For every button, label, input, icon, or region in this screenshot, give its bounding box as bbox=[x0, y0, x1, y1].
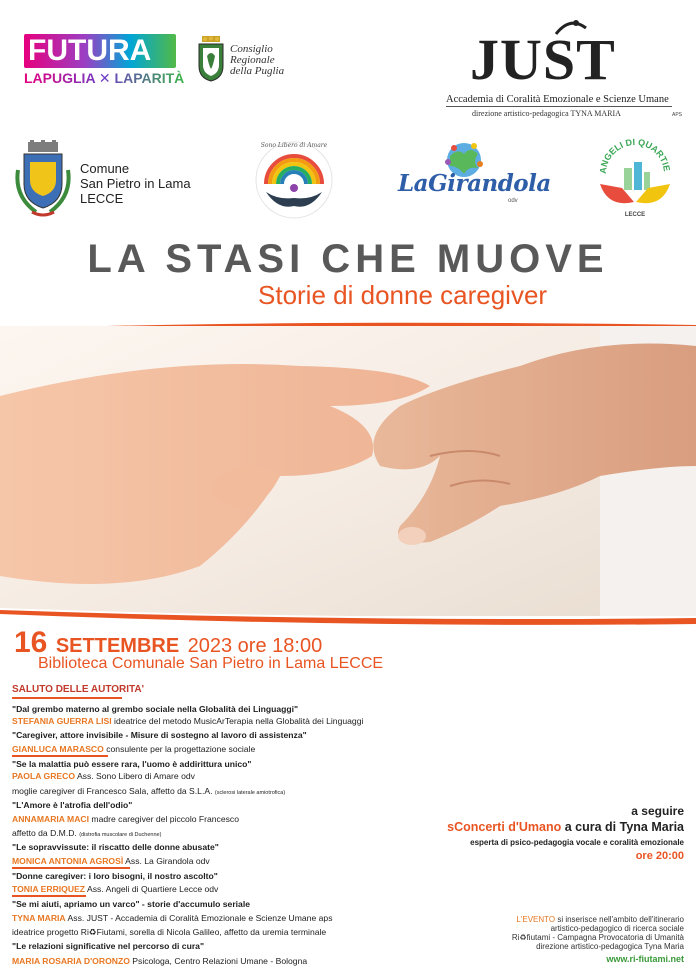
talk-7-title: "Se mi aiuti, apriamo un varco" - storie d'accumulo seriale bbox=[12, 899, 251, 909]
comune-crest-icon bbox=[14, 140, 72, 218]
evento-line-4: direzione artistico-pedagogica Tyna Maria bbox=[536, 942, 684, 951]
angeli-quartiere-logo bbox=[594, 138, 676, 222]
angeli-quartiere-emblem-icon bbox=[594, 138, 676, 222]
evento-note bbox=[512, 915, 684, 951]
talk-1-speaker bbox=[12, 716, 363, 727]
girandola-name: LaGirandola bbox=[398, 170, 551, 197]
concerti-curator: a cura di Tyna Maria bbox=[561, 820, 684, 834]
speaker-6-name: TONIA ERRIQUEZ bbox=[12, 884, 86, 894]
speaker-2-role: consulente per la progettazione sociale bbox=[103, 744, 256, 754]
concerti-title: sConcerti d'Umano bbox=[447, 820, 562, 834]
speaker-5-underline bbox=[12, 867, 130, 869]
futura-logo bbox=[24, 34, 185, 92]
event-place: Biblioteca Comunale San Pietro in Lama LECCE bbox=[38, 655, 384, 672]
talk-2-speaker bbox=[12, 744, 255, 755]
just-logo-word: JUST bbox=[470, 27, 616, 92]
just-logo bbox=[440, 18, 690, 118]
just-logo-line-2: direzione artistico-pedagogica TYNA MARIA bbox=[472, 109, 621, 118]
talk-3-title: "Se la malattia può essere rara, l'uomo è addirittura unico" bbox=[12, 759, 252, 769]
talk-8-title: "Le relazioni significative nel percorso di cura" bbox=[12, 941, 205, 951]
concerti-line bbox=[447, 820, 684, 834]
speaker-6-underline bbox=[12, 895, 86, 897]
website-link[interactable]: www.ri-fiutami.net bbox=[606, 954, 684, 964]
angeli-city: LECCE bbox=[624, 212, 646, 218]
event-month: SETTEMBRE bbox=[55, 635, 180, 657]
speaker-7-name: TYNA MARIA bbox=[12, 913, 66, 923]
consiglio-line-1: Consiglio bbox=[230, 43, 273, 55]
holding-hands-photo bbox=[0, 326, 696, 616]
talk-2-title: "Caregiver, attore invisibile - Misure di sostegno al lavoro di assistenza" bbox=[12, 730, 307, 740]
talk-6-title: "Donne caregiver: i loro bisogni, il nostro ascolto" bbox=[12, 871, 218, 881]
speaker-1-name: STEFANIA GUERRA LISI bbox=[12, 716, 112, 726]
talk-5-speaker bbox=[12, 856, 210, 867]
angeli-arc-text: ANGELI DI QUARTIE bbox=[597, 138, 672, 175]
speaker-5-name: MONICA ANTONIA AGROSÌ bbox=[12, 856, 124, 866]
talk-8-speaker bbox=[12, 956, 307, 967]
puglia-shield-icon bbox=[198, 36, 224, 82]
speaker-1-role: ideatrice del metodo MusicArTerapia nella Globalità dei Linguaggi bbox=[111, 716, 364, 726]
evento-lead: L'EVENTO bbox=[516, 915, 556, 924]
evento-line-2: artistico-pedagogico di ricerca sociale bbox=[550, 924, 684, 933]
page-title: LA STASI CHE MUOVE bbox=[87, 237, 609, 281]
event-day: 16 bbox=[14, 626, 48, 659]
concerti-esperta: esperta di psico-pedagogia vocale e coralità emozionale bbox=[470, 838, 684, 847]
girandola-logo bbox=[396, 140, 551, 222]
talk-3-speaker bbox=[12, 771, 195, 782]
talk-4-note bbox=[12, 828, 161, 841]
speaker-3-line-2: moglie caregiver di Francesco Sala, affetto da S.L.A. bbox=[12, 786, 215, 796]
speaker-2-name: GIANLUCA MARASCO bbox=[12, 744, 104, 754]
talk-4-speaker bbox=[12, 814, 239, 825]
just-logo-aps: APS bbox=[672, 112, 683, 118]
sono-libero-logo bbox=[252, 138, 336, 222]
comune-line-1: Comune bbox=[80, 161, 130, 176]
just-logo-line-1: Accademia di Coralità Emozionale e Scienze Umane bbox=[446, 94, 669, 105]
speaker-6-role: Ass. Angeli di Quartiere Lecce odv bbox=[85, 884, 219, 894]
concerti-ora: ore 20:00 bbox=[635, 850, 684, 862]
speaker-3-role: Ass. Sono Libero di Amare odv bbox=[75, 771, 195, 781]
consiglio-regionale-logo bbox=[198, 36, 308, 88]
talk-1-title: "Dal grembo materno al grembo sociale nella Globalità dei Linguaggi" bbox=[12, 704, 299, 714]
consiglio-line-2: Regionale bbox=[230, 54, 275, 66]
talk-6-speaker bbox=[12, 884, 218, 895]
futura-logo-sub: LAPUGLIA ✕ LAPARITÀ bbox=[24, 70, 185, 86]
a-seguire-label: a seguire bbox=[631, 804, 684, 818]
comune-logo bbox=[14, 140, 214, 220]
speaker-8-name: MARIA ROSARIA D'ORONZO bbox=[12, 956, 130, 966]
girandola-odv: odv bbox=[508, 198, 518, 204]
speaker-7-role: Ass. JUST - Accademia di Coralità Emozionale e Scienze Umane aps bbox=[65, 913, 333, 923]
saluto-autorita: SALUTO DELLE AUTORITA' bbox=[12, 684, 145, 695]
just-logo-rule bbox=[446, 106, 672, 107]
speaker-5-role: Ass. La Girandola odv bbox=[123, 856, 210, 866]
speaker-3-name: PAOLA GRECO bbox=[12, 771, 76, 781]
talk-4-title: "L'Amore è l'atrofia dell'odio" bbox=[12, 800, 133, 810]
event-year-time: 2023 ore 18:00 bbox=[187, 635, 323, 657]
photo-bottom-swoosh bbox=[0, 604, 696, 626]
speaker-4-small: (distrofia muscolare di Duchenne) bbox=[79, 832, 162, 838]
sono-libero-text: Sono Libero di Amare bbox=[260, 142, 328, 149]
evento-line-1: si inserisce nell'ambito dell'itinerario bbox=[555, 915, 684, 924]
consiglio-line-3: della Puglia bbox=[230, 65, 285, 77]
speaker-3-small: (sclerosi laterale amiotrofica) bbox=[214, 790, 286, 796]
talk-7-note: ideatrice progetto Ri♻Fiutami, sorella di Nicola Galileo, affetto da uremia terminale bbox=[12, 927, 327, 937]
speaker-4-line-2: affetto da D.M.D. bbox=[12, 828, 80, 838]
speaker-4-name: ANNAMARIA MACI bbox=[12, 814, 90, 824]
comune-line-3: LECCE bbox=[80, 191, 124, 206]
sono-libero-emblem-icon bbox=[252, 138, 336, 222]
comune-line-2: San Pietro in Lama bbox=[80, 176, 191, 191]
talk-5-title: "Le sopravvissute: il riscatto delle donne abusate" bbox=[12, 842, 219, 852]
page-subtitle: Storie di donne caregiver bbox=[258, 280, 548, 310]
futura-logo-word: FUTURA bbox=[28, 34, 152, 67]
saluto-underline bbox=[12, 697, 122, 699]
svg-text:ANGELI DI QUARTIERE bbox=[594, 138, 672, 174]
speaker-4-role: madre caregiver del piccolo Francesco bbox=[89, 814, 240, 824]
talk-7-speaker bbox=[12, 913, 333, 924]
speaker-8-role: Psicologa, Centro Relazioni Umane - Bologna bbox=[129, 956, 308, 966]
evento-line-3: Ri♻fiutami - Campagna Provocatoria di Umanità bbox=[511, 933, 684, 942]
speaker-2-underline bbox=[12, 755, 108, 757]
talk-3-note bbox=[12, 786, 285, 799]
